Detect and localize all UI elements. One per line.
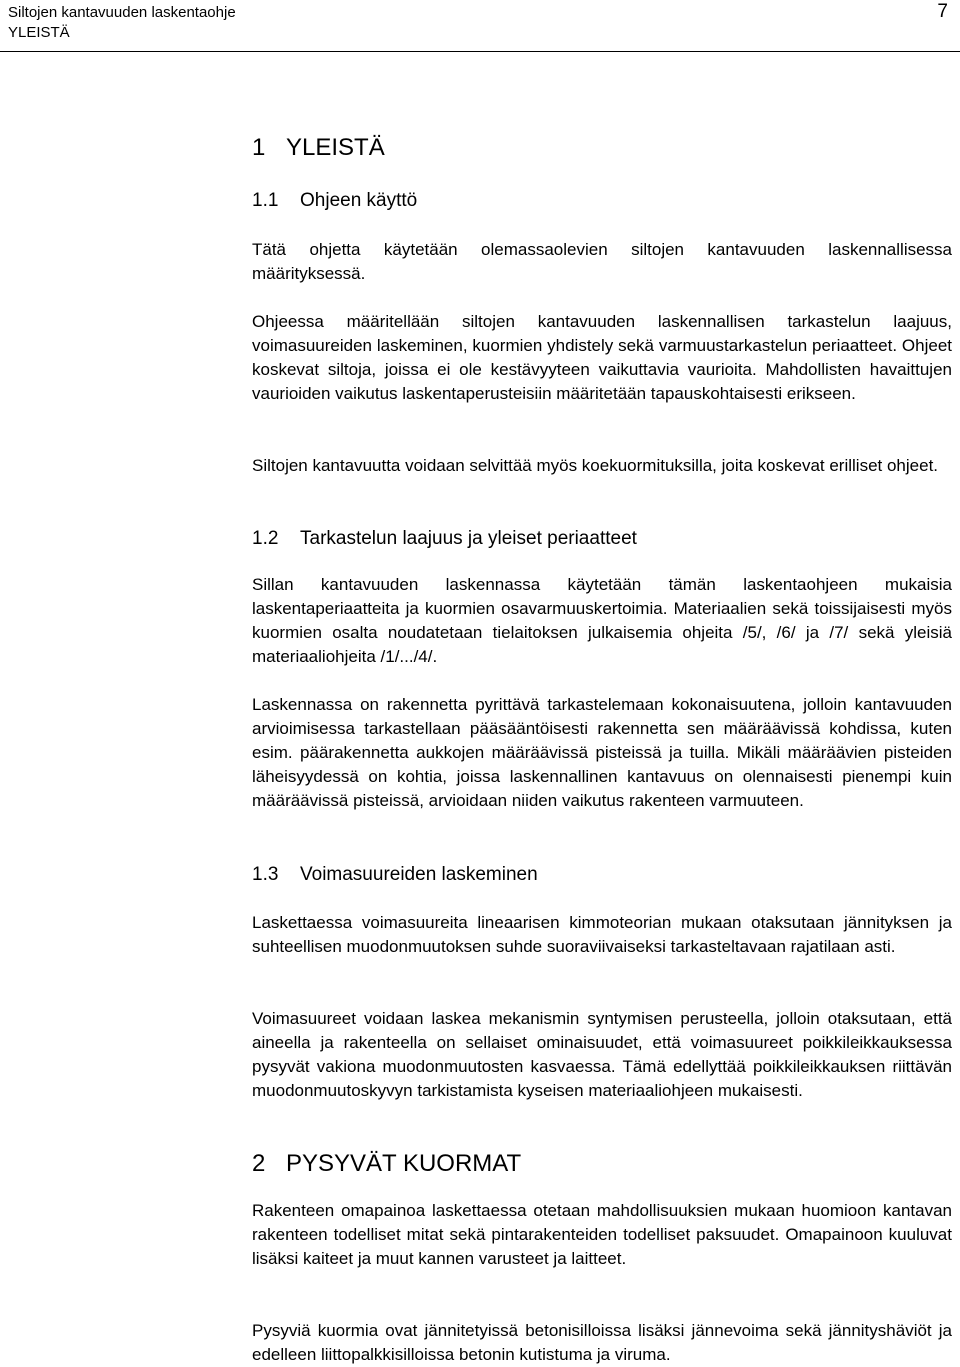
heading-text: PYSYVÄT KUORMAT bbox=[286, 1150, 522, 1177]
heading-1-2 bbox=[252, 527, 637, 551]
heading-number: 1.3 bbox=[252, 864, 279, 885]
paragraph: Laskennassa on rakennetta pyrittävä tarkastelemaan kokonaisuutena, jolloin kantavuuden arvioimisessa tarkastellaan pääsääntöisesti rakennetta sen määräävissä kohdissa, kuten esim. päärakennetta aukkojen määräävissä pisteissä ja tuilla. Mikäli määräävien pisteiden läheisyydessä on kohtia, joissa laskennallinen kantavuus on olennaisesti pienempi kuin määräävissä pisteissä, arvioidaan niiden vaikutus rakenteen varmuuteen. bbox=[252, 695, 952, 810]
paragraph: Laskettaessa voimasuureita lineaarisen kimmoteorian mukaan otaksutaan jännityksen ja suhteellisen muodonmuutoksen suhde suoraviivaiseksi tarkasteltavaan rajatilaan asti. bbox=[252, 913, 952, 956]
heading-1 bbox=[252, 134, 385, 162]
heading-1-3 bbox=[252, 863, 538, 887]
heading-1-1 bbox=[252, 189, 417, 213]
paragraph: Sillan kantavuuden laskennassa käytetään tämän laskentaohjeen mukaisia laskentaperiaatteita ja kuormien osavarmuuskertoimia. Materiaalien sekä toissijaisesti myös kuormien osalta noudatetaan tielaitoksen julkaisemia ohjeita /5/, /6/ ja /7/ sekä yleisiä materiaaliohjeita /1/.../4/. bbox=[252, 575, 952, 666]
page-header bbox=[0, 0, 960, 52]
heading-text: YLEISTÄ bbox=[286, 134, 385, 161]
paragraph: Voimasuureet voidaan laskea mekanismin syntymisen perusteella, jolloin otaksutaan, että aineella ja rakenteella on sellaiset ominaisuudet, että voimasuureet poikkileikkauksessa pysyvät vakiona muodonmuutosten kasvaessa. Tämä edellyttää poikkileikkauksen riittävän muodonmuutoskyvyn tarkistamista kyseisen materiaaliohjeen mukaisesti. bbox=[252, 1009, 952, 1100]
header-divider bbox=[0, 51, 960, 52]
header-section: YLEISTÄ bbox=[8, 24, 70, 41]
heading-number: 1 bbox=[252, 134, 266, 161]
header-title: Siltojen kantavuuden laskentaohje bbox=[8, 4, 236, 21]
page-number: 7 bbox=[937, 1, 948, 22]
paragraph: Pysyviä kuormia ovat jännitetyissä betonisilloissa lisäksi jännevoima sekä jännityshäviöt ja edelleen liittopalkkisilloissa betonin kutistuma ja viruma. bbox=[252, 1321, 952, 1364]
heading-text: Tarkastelun laajuus ja yleiset periaatteet bbox=[300, 528, 637, 549]
heading-number: 1.2 bbox=[252, 528, 279, 549]
paragraph: Rakenteen omapainoa laskettaessa otetaan mahdollisuuksien mukaan huomioon kantavan rakenteen todelliset mitat sekä pintarakenteiden todelliset paksuudet. Omapainoon kuuluvat lisäksi kaiteet ja muut kannen varusteet ja laitteet. bbox=[252, 1201, 952, 1268]
paragraph: Tätä ohjetta käytetään olemassaolevien siltojen kantavuuden laskennallisessa määrityksessä. bbox=[252, 240, 952, 283]
heading-number: 1.1 bbox=[252, 190, 279, 211]
heading-text: Voimasuureiden laskeminen bbox=[300, 864, 538, 885]
heading-number: 2 bbox=[252, 1150, 266, 1177]
paragraph: Ohjeessa määritellään siltojen kantavuuden laskennallisen tarkastelun laajuus, voimasuureiden laskeminen, kuormien yhdistely sekä varmuustarkastelun periaatteet. Ohjeet koskevat siltoja, joissa ei ole kestävyyteen vaikuttavia vaurioita. Mahdollisten havaittujen vaurioiden vaikutus laskentaperusteisiin määritetään tapauskohtaisesti erikseen. bbox=[252, 312, 952, 403]
heading-text: Ohjeen käyttö bbox=[300, 190, 418, 211]
paragraph: Siltojen kantavuutta voidaan selvittää myös koekuormituksilla, joita koskevat erilliset ohjeet. bbox=[252, 456, 939, 475]
heading-2 bbox=[252, 1150, 521, 1178]
